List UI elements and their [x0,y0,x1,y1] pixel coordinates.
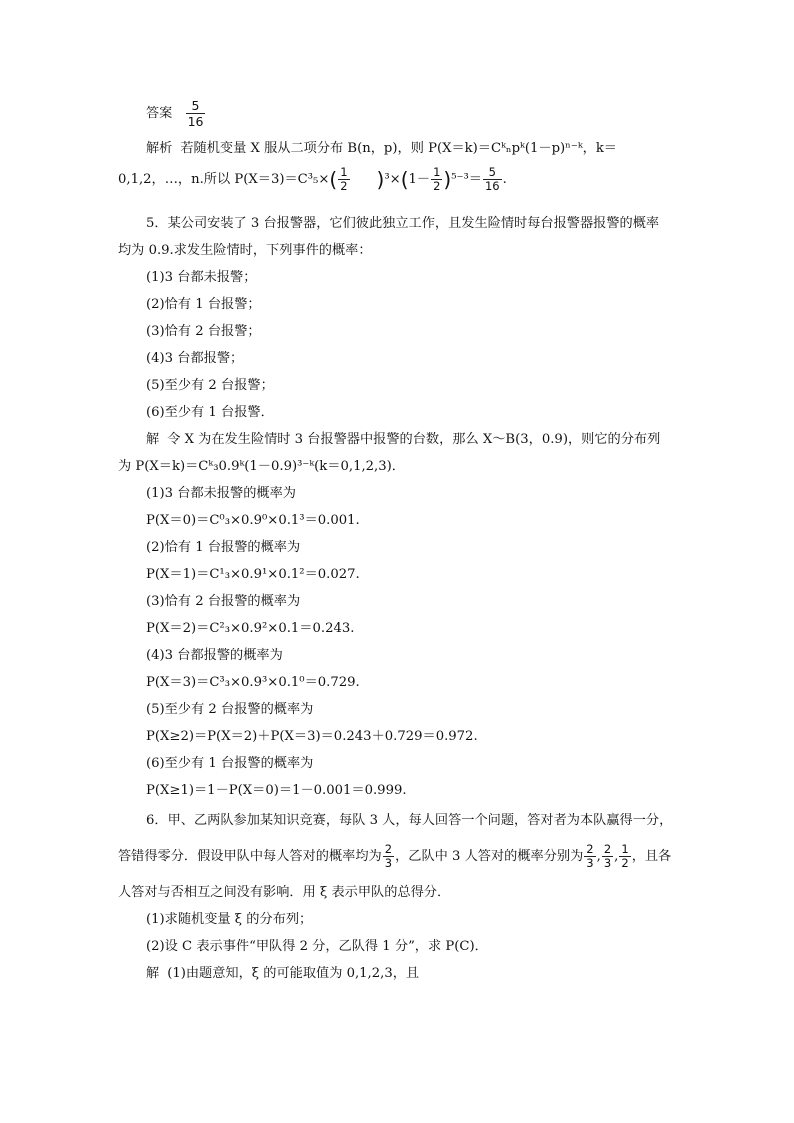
q5-step-4: P(X＝1)＝C¹₃×0.9¹×0.1²＝0.027. [146,567,360,582]
q6-stem-2a: 答错得零分．假设甲队中每人答对的概率均为 [118,849,382,864]
q5-solution-1 [146,431,660,449]
q6-item-1: (1)求随机变量 ξ 的分布列； [146,912,313,927]
result-den: 16 [484,179,500,193]
q5-step-9: (5)至少有 2 台报警的概率为 [146,702,314,717]
q6-prob-b [602,843,613,870]
analysis-text-1: 若随机变量 X 服从二项分布 B(n，p)，则 P(X＝k)＝Cᵏₙpᵏ(1－p)ⁿ⁻ᵏ，k＝ [180,141,617,156]
q6-prob-c-den: 2 [621,856,629,870]
q6-f23-den: 3 [384,856,393,870]
analysis-line-1 [146,140,617,158]
half-fraction-2 [431,166,442,193]
q6-stem-2 [118,843,671,870]
q5-solution-label: 解 [146,432,160,447]
q5-stem-1: 5．某公司安装了 3 台报警器，它们彼此独立工作，且发生险情时每台报警器报警的概率 [146,216,660,231]
q5-item-4: (4)3 台都报警； [146,351,244,366]
q6-prob-a-den: 3 [586,856,594,870]
answer-line [146,98,206,129]
q5-solution-text-1: 令 X 为在发生险情时 3 台报警器中报警的台数，那么 X～B(3，0.9)，则它的分布列 [167,432,661,447]
q5-step-10: P(X≥2)＝P(X＝2)＋P(X＝3)＝0.243＋0.729＝0.972. [146,729,478,744]
q5-item-5: (5)至少有 2 台报警； [146,378,274,393]
q5-step-11: (6)至少有 1 台报警的概率为 [146,756,314,771]
q6-solution-text-1: (1)由题意知，ξ 的可能取值为 0,1,2,3，且 [167,966,420,981]
q6-prob-a [584,843,595,870]
analysis-end: . [502,172,507,187]
q6-prob-c-num: 1 [621,842,629,856]
q6-solution-1 [146,965,419,983]
q5-stem-2: 均为 0.9.求发生险情时，下列事件的概率： [118,243,372,258]
q6-f23-num: 2 [384,842,393,856]
q6-prob-b-num: 2 [603,842,612,856]
q5-item-1: (1)3 台都未报警； [146,270,257,285]
analysis-text-2c: ⁵⁻³＝ [451,172,482,187]
half-num: 1 [340,165,348,179]
q5-solution-2: 为 P(X＝k)＝Cᵏ₃0.9ᵏ(1－0.9)³⁻ᵏ(k＝0,1,2,3)． [118,459,405,474]
q5-step-3: (2)恰有 1 台报警的概率为 [146,540,301,555]
q5-step-5: (3)恰有 2 台报警的概率为 [146,594,301,609]
q6-prob-c [619,843,630,870]
q6-stem-2c: ，且各 [631,849,672,864]
q6-stem-1: 6．甲、乙两队参加某知识竞赛，每队 3 人，每人回答一个问题，答对者为本队赢得一分， [146,813,673,828]
answer-numerator: 5 [186,98,206,114]
result-num: 5 [483,166,502,180]
q6-stem-2b: ，乙队中 3 人答对的概率分别为 [395,849,584,864]
q5-step-2: P(X＝0)＝C⁰₃×0.9⁰×0.1³＝0.001. [146,513,360,528]
half-fraction [338,166,349,193]
answer-label: 答案 [146,106,173,121]
analysis-label: 解析 [146,141,173,156]
q6-sep-1: , [596,849,601,864]
q6-item-2: (2)设 C 表示事件“甲队得 2 分，乙队得 1 分”，求 P(C)． [146,939,488,954]
q6-solution-label: 解 [146,966,160,981]
analysis-text-2a: 0,1,2，…，n.所以 P(X＝3)＝C³₅× [118,172,330,187]
half-den-2: 2 [433,179,441,193]
q6-sep-2: , [614,849,619,864]
answer-fraction [186,98,206,129]
analysis-text-2b: ³× [384,172,401,187]
q5-step-1: (1)3 台都未报警的概率为 [146,486,296,501]
q6-prob-a-num: 2 [586,842,594,856]
q5-step-6: P(X＝2)＝C²₃×0.9²×0.1＝0.243. [146,621,355,636]
half-den: 2 [340,179,348,193]
q6-fraction-two-thirds [383,843,394,870]
q5-item-2: (2)恰有 1 台报警； [146,297,261,312]
result-fraction [483,166,502,193]
q5-step-12: P(X≥1)＝1－P(X＝0)＝1－0.001＝0.999. [146,783,407,798]
q6-stem-3: 人答对与否相互之间没有影响．用 ξ 表示甲队的总得分． [118,885,451,900]
q5-item-6: (6)至少有 1 台报警． [146,405,274,420]
analysis-paren-inner: 1－ [408,172,431,187]
q5-step-8: P(X＝3)＝C³₃×0.9³×0.1⁰＝0.729. [146,675,360,690]
q5-item-3: (3)恰有 2 台报警； [146,324,261,339]
half-num-2: 1 [433,165,441,179]
analysis-line-2: 0,1,2，…，n.所以 P(X＝3)＝C³₅×( $\frac{1}{2}$ )³×(1－ $\frac{1}{2}$ )⁵⁻³＝ $\frac{5}{16}$ . [118,165,507,193]
answer-denominator: 16 [187,114,204,129]
q6-prob-b-den: 3 [603,856,612,870]
q5-step-7: (4)3 台都报警的概率为 [146,648,283,663]
